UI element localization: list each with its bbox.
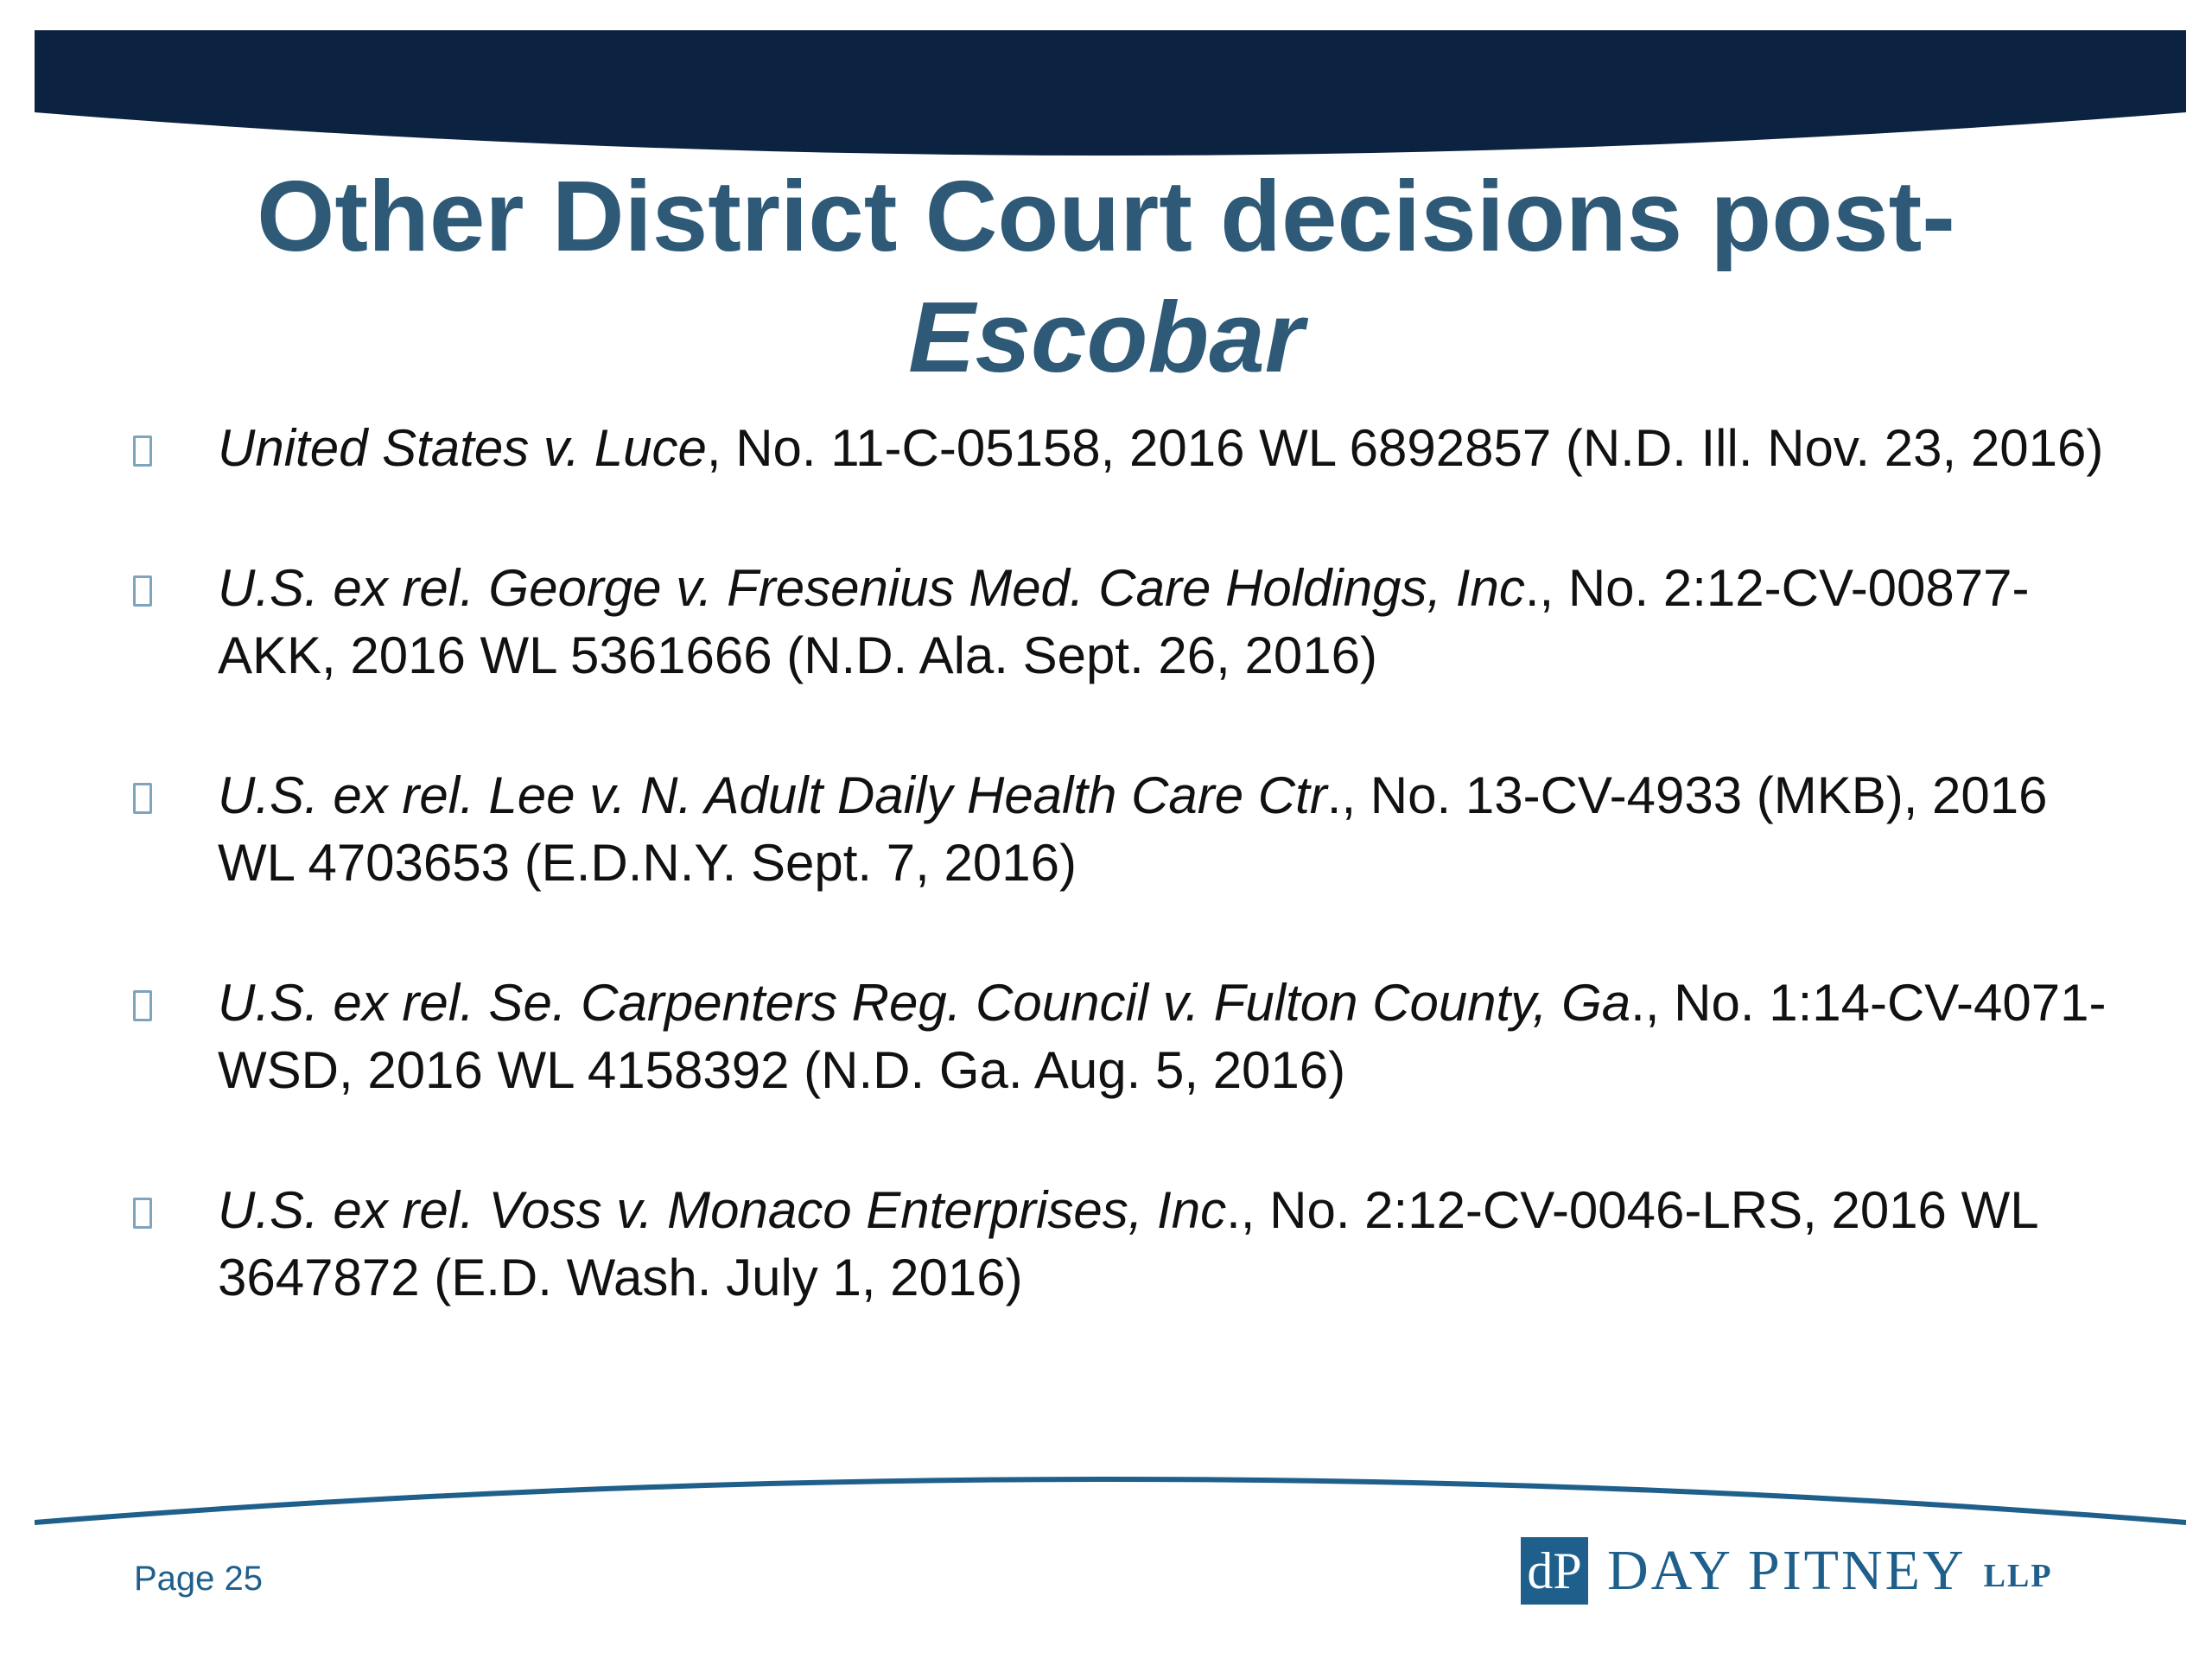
- case-citation: ., No. 1:14-CV-4071-WSD, 2016 WL 4158392 (N.D. Ga. Aug. 5, 2016): [218, 974, 2107, 1099]
- case-name: U.S. ex rel. Se. Carpenters Reg. Council v. Fulton County, Ga: [218, 974, 1631, 1032]
- logo-mark-icon: dP: [1521, 1537, 1588, 1605]
- day-pitney-logo: [1521, 1536, 2053, 1605]
- title-line-1: Other District Court decisions post-: [257, 160, 1955, 272]
- square-bullet-icon: [133, 575, 152, 607]
- case-name: U.S. ex rel. George v. Fresenius Med. Care Holdings, Inc: [218, 559, 1525, 617]
- page-number: Page 25: [134, 1560, 264, 1598]
- list-item: [130, 555, 2117, 690]
- case-citation: ., No. 2:12-CV-0046-LRS, 2016 WL 3647872 (E.D. Wash. July 1, 2016): [218, 1181, 2037, 1306]
- citation-list: [130, 415, 2117, 1384]
- square-bullet-icon: [133, 1198, 152, 1229]
- case-name: United States v. Luce: [218, 419, 707, 477]
- list-item: [130, 969, 2117, 1104]
- case-citation: ., No. 13-CV-4933 (MKB), 2016 WL 4703653 (E.D.N.Y. Sept. 7, 2016): [218, 766, 2048, 892]
- list-item: [130, 762, 2117, 897]
- footer-divider: [35, 1469, 2186, 1529]
- title-line-2: Escobar: [908, 281, 1304, 393]
- square-bullet-icon: [133, 783, 152, 814]
- case-name: U.S. ex rel. Voss v. Monaco Enterprises, Inc: [218, 1181, 1227, 1239]
- header-band-shape: [35, 30, 2186, 156]
- case-name: U.S. ex rel. Lee v. N. Adult Daily Health Care Ctr: [218, 766, 1327, 824]
- list-item: [130, 1177, 2117, 1312]
- case-citation: , No. 11-C-05158, 2016 WL 6892857 (N.D. Ill. Nov. 23, 2016): [706, 419, 2104, 477]
- footer-divider-curve: [35, 1479, 2186, 1522]
- header-band: [35, 30, 2186, 168]
- logo-suffix: LLP: [1983, 1558, 2053, 1594]
- square-bullet-icon: [133, 435, 152, 467]
- list-item: [130, 415, 2117, 482]
- slide-title: [0, 156, 2212, 397]
- logo-wordmark: DAY PITNEY: [1607, 1539, 1967, 1602]
- square-bullet-icon: [133, 990, 152, 1021]
- case-citation: ., No. 2:12-CV-00877-AKK, 2016 WL 5361666 (N.D. Ala. Sept. 26, 2016): [218, 559, 2030, 684]
